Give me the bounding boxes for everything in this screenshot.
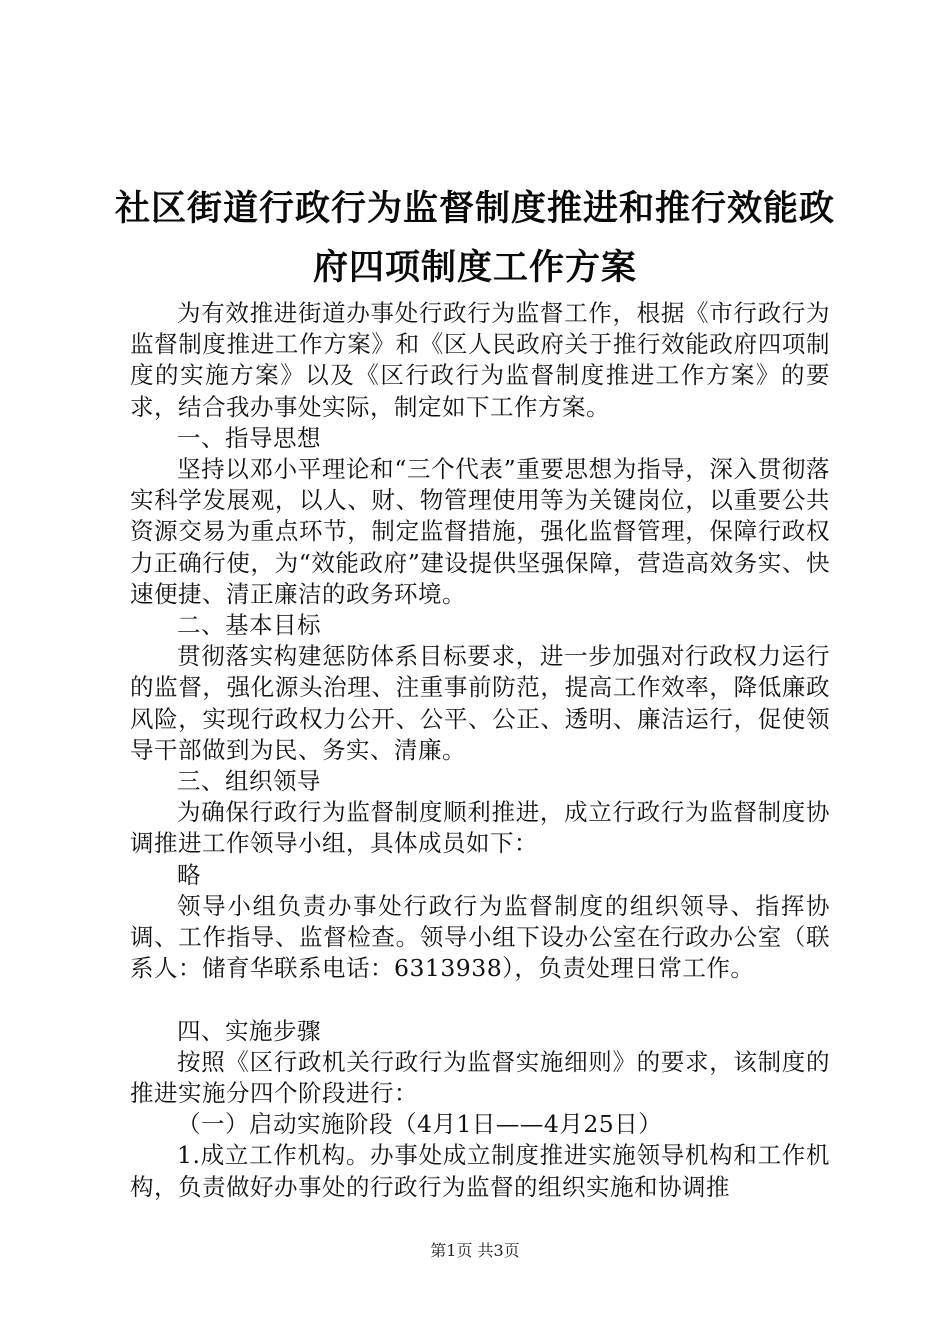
sub-heading-phase-one: （一）启动实施阶段（4月1日——4月25日） xyxy=(177,1110,663,1139)
section-heading-implementation-steps: 四、实施步骤 xyxy=(177,1016,321,1045)
body-paragraph: 略 xyxy=(177,860,201,889)
document-title-line-2: 府四项制度工作方案 xyxy=(312,247,637,288)
section-heading-organization: 三、组织领导 xyxy=(177,767,321,796)
body-paragraph: 坚持以邓小平理论和“三个代表”重要思想为指导，深入贯彻落实科学发展观，以人、财、物管理使用等为关键岗位，以重要公共资源交易为重点环节，制定监督措施，强化监督管理，保障行政权力正确行使，为“效能政府”建设提供坚强保障，营造高效务实、快速便捷、清正廉洁的政务环境。 xyxy=(130,455,830,608)
body-paragraph: 领导小组负责办事处行政行为监督制度的组织领导、指挥协调、工作指导、监督检查。领导小组下设办公室在行政办公室（联系人：储育华联系电话：6313938），负责处理日常工作。 xyxy=(130,891,830,983)
section-heading-basic-goals: 二、基本目标 xyxy=(177,611,321,640)
document-title-line-1: 社区街道行政行为监督制度推进和推行效能政 xyxy=(114,188,835,229)
body-paragraph: 1.成立工作机构。办事处成立制度推进实施领导机构和工作机构，负责做好办事处的行政行为监督的组织实施和协调推 xyxy=(130,1141,830,1201)
blank-line xyxy=(130,984,830,1015)
section-heading-guiding-ideology: 一、指导思想 xyxy=(177,423,321,452)
document-body xyxy=(130,298,830,1203)
body-paragraph: 为确保行政行为监督制度顺利推进，成立行政行为监督制度协调推进工作领导小组，具体成员如下： xyxy=(130,798,830,858)
intro-paragraph: 为有效推进街道办事处行政行为监督工作，根据《市行政行为监督制度推进工作方案》和《区人民政府关于推行效能政府四项制度的实施方案》以及《区行政行为监督制度推进工作方案》的要求，结合我办事处实际，制定如下工作方案。 xyxy=(130,299,830,421)
body-paragraph: 贯彻落实构建惩防体系目标要求，进一步加强对行政权力运行的监督，强化源头治理、注重事前防范，提高工作效率，降低廉政风险，实现行政权力公开、公平、公正、透明、廉洁运行，促使领导干部做到为民、务实、清廉。 xyxy=(130,642,830,764)
page-footer: 第1页 共3页 xyxy=(430,1241,520,1260)
body-paragraph: 按照《区行政机关行政行为监督实施细则》的要求，该制度的推进实施分四个阶段进行： xyxy=(130,1047,830,1108)
